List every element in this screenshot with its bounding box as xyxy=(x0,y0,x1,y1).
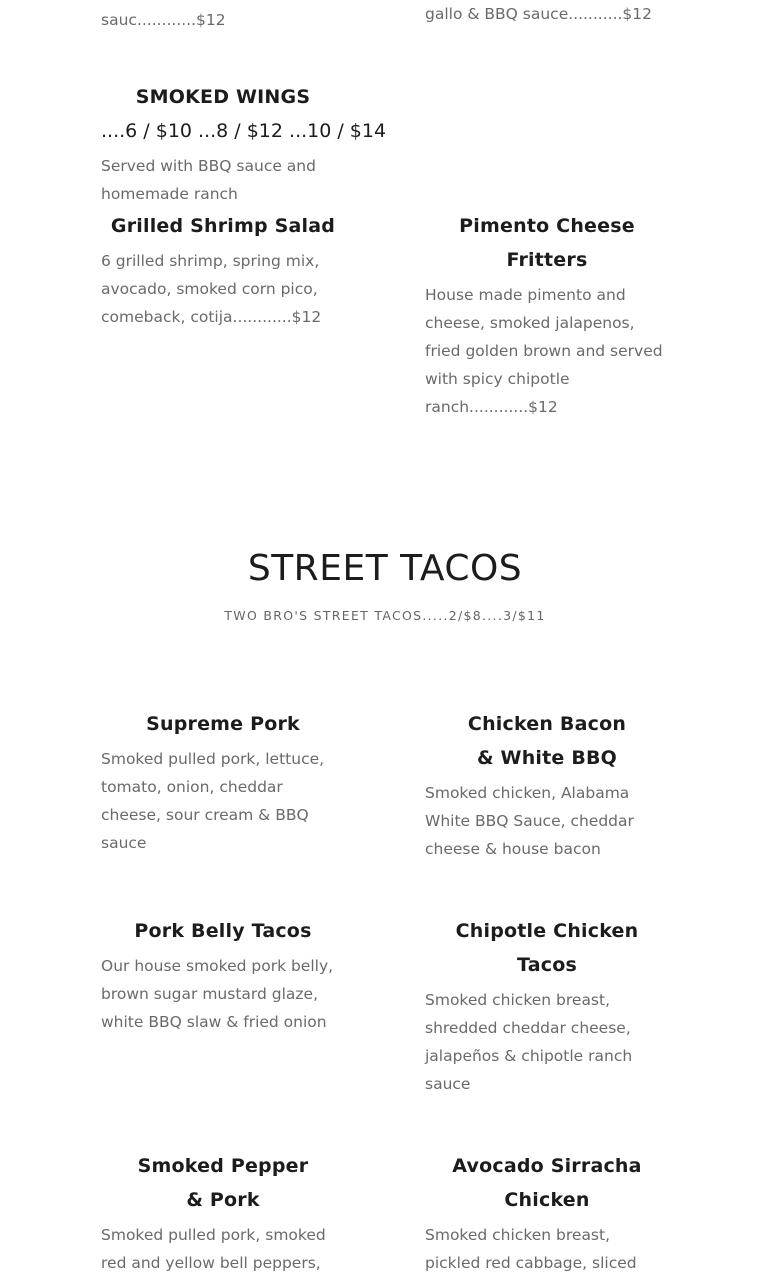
menu-item-title: SMOKED WINGS xyxy=(135,86,311,108)
menu-item-description: 6 grilled shrimp, spring mix, avocado, smoked corn pico, comeback, cotija............$12 xyxy=(101,252,322,326)
menu-item-title: Avocado Sirracha Chicken xyxy=(452,1155,642,1211)
menu-item-description: Smoked chicken breast, pickled red cabbage, sliced xyxy=(425,1226,637,1272)
menu-item-smoked-wings xyxy=(101,80,387,208)
menu-item-title: Supreme Pork xyxy=(146,713,300,735)
menu-item-supreme-pork xyxy=(101,707,345,857)
section-subtitle: TWO BRO'S STREET TACOS.....2/$8....3/$11 xyxy=(224,608,546,623)
menu-item-description: Smoked pulled pork, smoked red and yellow bell peppers, xyxy=(101,1226,326,1272)
menu-item-chipotle-chicken-tacos xyxy=(425,914,669,1098)
wings-desc-fragment: sauc............$12 xyxy=(101,11,226,29)
menu-item-pork-belly-tacos xyxy=(101,914,345,1036)
menu-item-title: Chipotle Chicken Tacos xyxy=(455,920,639,976)
menu-item-title: Pork Belly Tacos xyxy=(134,920,312,942)
menu-item-grilled-shrimp-salad xyxy=(101,209,345,331)
menu-item-description: Smoked chicken, Alabama White BBQ Sauce, cheddar cheese & house bacon xyxy=(425,784,634,858)
menu-item-description: Smoked pulled pork, lettuce, tomato, onion, cheddar cheese, sour cream & BBQ sauce xyxy=(101,750,325,852)
menu-item-smoked-pepper-pork xyxy=(101,1149,345,1277)
section-title: STREET TACOS xyxy=(247,548,523,589)
menu-item-description: Served with BBQ sauce and homemade ranch xyxy=(101,157,316,203)
menu-item-title: Chicken Bacon & White BBQ xyxy=(467,713,627,769)
menu-item-title: Smoked Pepper & Pork xyxy=(137,1155,309,1211)
menu-item-description: Smoked chicken breast, shredded cheddar cheese, jalapeños & chipotle ranch sauce xyxy=(425,991,633,1093)
menu-item-title: Pimento Cheese Fritters xyxy=(459,215,635,271)
menu-item-description: Our house smoked pork belly, brown sugar mustard glaze, white BBQ slaw & fried onion xyxy=(101,957,334,1031)
menu-item-chicken-bacon-white-bbq xyxy=(425,707,669,863)
menu-item-description: House made pimento and cheese, smoked jalapenos, fried golden brown and served with spicy chipotle ranch............$12 xyxy=(425,286,663,416)
fritters-prev-desc-fragment: gallo & BBQ sauce...........$12 xyxy=(425,5,653,23)
menu-item-avocado-sirracha-chicken xyxy=(425,1149,669,1277)
menu-item-pimento-cheese-fritters xyxy=(425,209,669,421)
menu-item-title: Grilled Shrimp Salad xyxy=(110,215,336,237)
menu-item-price-line: ....6 / $10 ...8 / $12 ...10 / $14 xyxy=(101,120,387,142)
